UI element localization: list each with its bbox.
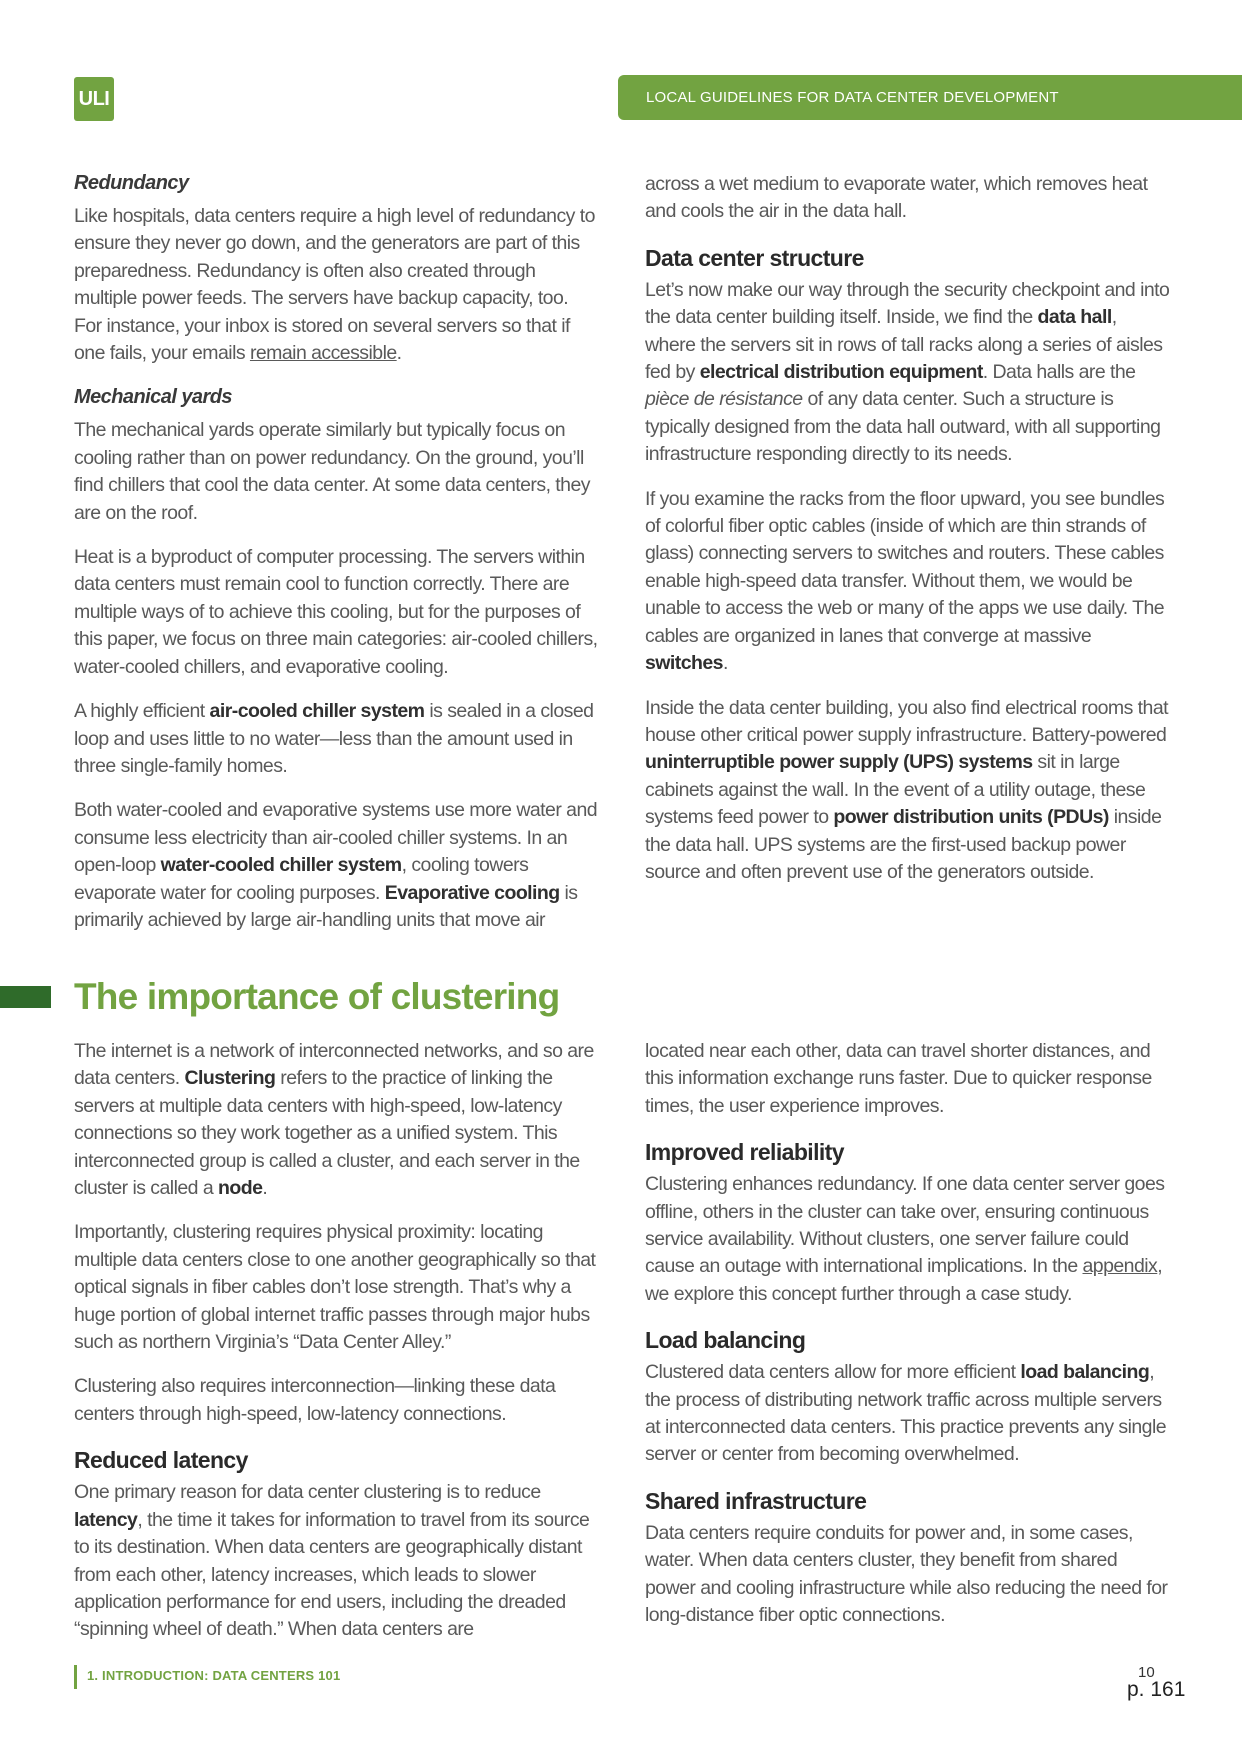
text-run: Both water-cooled and evaporative systems use more water and consume less electricity than air-cooled chiller systems. In an open-loop xyxy=(74,799,598,877)
text-run: is sealed in a closed loop and uses little to no water—less than the amount used in three single-family homes. xyxy=(74,700,594,777)
section-title: The importance of clustering xyxy=(74,976,560,1017)
bold-term: water-cooled chiller system xyxy=(160,854,402,877)
text-run: A highly efficient xyxy=(74,700,210,723)
structure-paragraph-1 xyxy=(645,277,1170,469)
footer-marker xyxy=(74,1665,77,1689)
text-run: , cooling towers evaporate water for cooling purposes. xyxy=(74,854,529,904)
appendix-link[interactable]: appendix xyxy=(1082,1255,1158,1278)
redundancy-paragraph xyxy=(74,203,599,367)
shared-infrastructure-heading: Shared infrastructure xyxy=(645,1487,867,1514)
text-run: , the time it takes for information to travel from its source to its destination. When data centers are geographically distant from each other, latency increases, which leads to slower application performance for end users, including the dreaded “spinning wheel of death.” When data centers are xyxy=(74,1508,590,1641)
text-run: sit in large cabinets against the wall. In the event of a utility outage, these systems feed power to xyxy=(645,751,1146,829)
text-run: of any data center. Such a structure is typically designed from the data hall outward, with all supporting infrastructure responding directly to its needs. xyxy=(645,388,1161,466)
text-run: . xyxy=(262,1177,268,1200)
text-run: inside the data hall. UPS systems are the first-used backup power source and often prevent use of the generators outside. xyxy=(645,806,1162,883)
chapter-label: 1. INTRODUCTION: DATA CENTERS 101 xyxy=(87,1668,341,1683)
bold-term: Clustering xyxy=(184,1067,276,1090)
bold-term: Evaporative cooling xyxy=(384,881,560,904)
load-balancing-paragraph xyxy=(645,1359,1170,1469)
text-run: Clustered data centers allow for more efficient xyxy=(645,1361,1021,1384)
bold-term: switches xyxy=(645,652,723,675)
structure-paragraph-3 xyxy=(645,695,1170,887)
page-number: 10 xyxy=(1138,1664,1155,1681)
clustering-paragraph-1 xyxy=(74,1038,599,1202)
bold-term: node xyxy=(217,1177,263,1200)
top-right-column xyxy=(645,171,1170,903)
text-run: If you examine the racks from the floor upward, you see bundles of colorful fiber optic cables (inside of which are thin strands of glass) connecting servers to switches and routers. These cables enable high-speed data transfer. Without them, we would be unable to access the web or many of the apps we use daily. The cables are organized in lanes that converge at massive xyxy=(645,487,1165,647)
improved-reliability-heading: Improved reliability xyxy=(645,1139,844,1166)
remain-accessible-link[interactable]: remain accessible xyxy=(249,342,397,365)
bold-term: electrical distribution equipment xyxy=(699,361,983,384)
text-run: Let’s now make our way through the security checkpoint and into the data center building itself. Inside, we find the xyxy=(645,278,1170,329)
reliability-paragraph xyxy=(645,1171,1170,1308)
text-run: The internet is a network of interconnected networks, and so are data centers. xyxy=(74,1040,594,1090)
text-run: Like hospitals, data centers require a high level of redundancy to ensure they never go down, and the generators are part of this preparedness. Redundancy is often also created through multiple power feeds. The servers have backup capacity, too. For instance, your inbox is stored on several servers so that if one fails, your emails xyxy=(74,205,595,365)
text-run: is primarily achieved by large air-handling units that move air xyxy=(74,881,578,931)
text-run: One primary reason for data center clustering is to reduce xyxy=(74,1481,541,1504)
header-banner xyxy=(618,75,1242,120)
page-label: p. 161 xyxy=(1127,1678,1186,1701)
bottom-left-column xyxy=(74,1038,599,1661)
top-left-column xyxy=(74,170,599,951)
text-run: . xyxy=(396,342,402,365)
bottom-right-column xyxy=(645,1038,1170,1647)
mechanical-paragraph-3 xyxy=(74,698,599,780)
text-run: , where the servers sit in rows of tall racks along a series of aisles fed by xyxy=(645,306,1163,384)
text-run: , we explore this concept further through a case study. xyxy=(645,1255,1163,1305)
latency-paragraph xyxy=(74,1479,599,1643)
redundancy-heading: Redundancy xyxy=(74,172,189,194)
structure-paragraph-2 xyxy=(645,486,1170,678)
uli-logo: ULI xyxy=(74,77,114,121)
bold-term: air-cooled chiller system xyxy=(209,700,425,723)
mechanical-paragraph-2: Heat is a byproduct of computer processing. The servers within data centers must remain cool to function correctly. There are multiple ways of to achieve this cooling, but for the purposes of this paper, we focus on three main categories: air-cooled chillers, water-cooled chillers, and evaporative cooling. xyxy=(74,546,598,678)
mechanical-yards-heading: Mechanical yards xyxy=(74,386,232,409)
document-title: LOCAL GUIDELINES FOR DATA CENTER DEVELOPMENT xyxy=(646,89,1059,106)
text-run: Inside the data center building, you also find electrical rooms that house other critical power supply infrastructure. Battery-powered xyxy=(645,696,1169,746)
data-center-structure-heading: Data center structure xyxy=(645,244,864,271)
mechanical-paragraph-1: The mechanical yards operate similarly but typically focus on cooling rather than on power redundancy. On the ground, you’ll find chillers that cool the data center. At some data centers, they are on the roof. xyxy=(74,419,590,524)
bold-term: load balancing xyxy=(1020,1361,1150,1384)
text-run: Clustering enhances redundancy. If one data center server goes offline, others in the cluster can take over, ensuring continuous service availability. Without clusters, one server failure could cause an outage with international implications. In the xyxy=(645,1173,1165,1278)
bold-term: power distribution units (PDUs) xyxy=(833,806,1109,829)
text-run: . Data halls are the xyxy=(982,361,1136,384)
text-run: . xyxy=(722,652,728,675)
bold-term: data hall xyxy=(1037,306,1112,329)
continued-paragraph: across a wet medium to evaporate water, which removes heat and cools the air in the data hall. xyxy=(645,173,1148,223)
text-run: refers to the practice of linking the servers at multiple data centers with high-speed, low-latency connections so they work together as a unified system. This interconnected group is called a cluster, and each server in the cluster is called a xyxy=(74,1067,580,1200)
bold-term: latency xyxy=(74,1508,138,1531)
clustering-paragraph-2: Importantly, clustering requires physical proximity: locating multiple data centers close to one another geographically so that optical signals in fiber cables don’t lose strength. That’s why a huge portion of global internet traffic passes through major hubs such as northern Virginia’s “Data Center Alley.” xyxy=(74,1221,596,1354)
mechanical-paragraph-4 xyxy=(74,797,599,934)
italic-term: pièce de résistance xyxy=(645,388,803,411)
clustering-paragraph-3: Clustering also requires interconnection—linking these data centers through high-speed, low-latency connections. xyxy=(74,1375,556,1425)
reduced-latency-heading: Reduced latency xyxy=(74,1447,248,1474)
continued-latency-paragraph: located near each other, data can travel shorter distances, and this information exchange runs faster. Due to quicker response times, the user experience improves. xyxy=(645,1040,1152,1117)
shared-infrastructure-paragraph: Data centers require conduits for power and, in some cases, water. When data centers cluster, they benefit from shared power and cooling infrastructure while also reducing the need for long-distance fiber optic connections. xyxy=(645,1521,1168,1627)
bold-term: uninterruptible power supply (UPS) systems xyxy=(645,751,1033,774)
text-run: , the process of distributing network traffic across multiple servers at interconnected data centers. This practice prevents any single server or center from becoming overwhelmed. xyxy=(645,1361,1167,1466)
section-marker xyxy=(0,986,51,1008)
load-balancing-heading: Load balancing xyxy=(645,1327,806,1354)
